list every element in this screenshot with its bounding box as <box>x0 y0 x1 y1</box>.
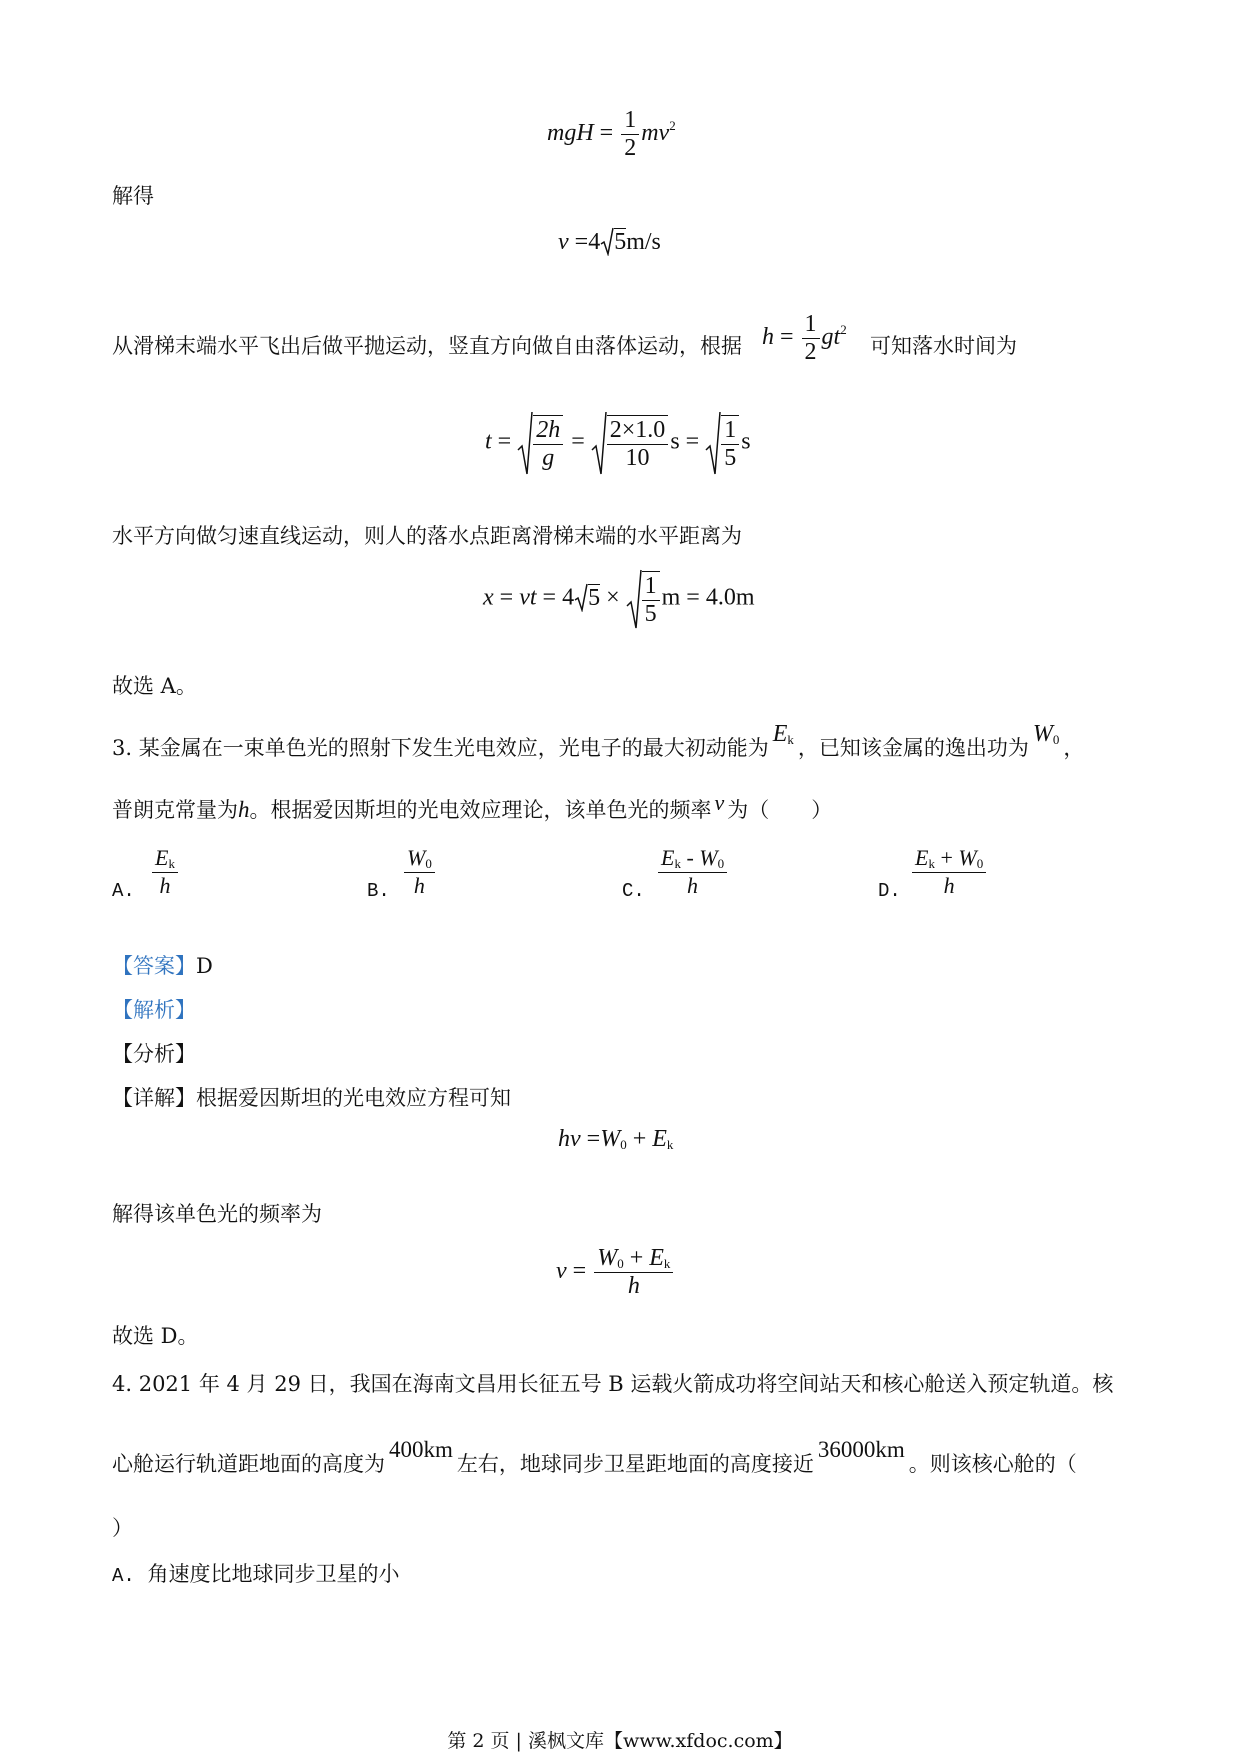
q3-option-d-label: D. <box>878 880 901 902</box>
equation-energy <box>547 108 676 161</box>
q3-line1-mid: ，已知该金属的逸出功为 <box>797 736 1029 760</box>
text-pingpao-after: 可知落水时间为 <box>870 334 1017 358</box>
q3-w0-sub: 0 <box>1052 732 1060 747</box>
eq-hv-plus: + <box>632 1126 647 1152</box>
text-guxuan-d: 故选 D。 <box>112 1324 199 1348</box>
q3-option-d-den: h <box>943 872 955 898</box>
eq-t-frac1 <box>533 415 563 471</box>
eq-t-unit2: s <box>741 428 751 455</box>
fenxi-label: 【分析】 <box>112 1042 196 1066</box>
eq-hv-lhs: hν <box>558 1126 581 1152</box>
q3-option-b-num <box>404 846 435 873</box>
q3-option-d-frac <box>912 846 986 897</box>
page-footer: 第 2 页 | 溪枫文库【www.xfdoc.com】 <box>447 1730 793 1752</box>
q3-option-c-num-sub2: 0 <box>717 856 725 871</box>
eq-x-coef: 4 <box>562 584 575 611</box>
eq-v-radicand: 5 <box>614 229 627 255</box>
sqrt-symbol <box>600 226 614 256</box>
text-shuiping: 水平方向做匀速直线运动，则人的落水点距离滑梯末端的水平距离为 <box>112 524 742 548</box>
sqrt-symbol <box>626 568 642 630</box>
q3-option-a-frac <box>152 846 178 897</box>
q3-option-d[interactable] <box>910 846 988 897</box>
q4-line3: ） <box>112 1516 133 1540</box>
q3-line1-after: ， <box>1063 736 1085 760</box>
q3-option-c-num-main: E <box>661 845 675 870</box>
eq-x-eq2: = <box>542 584 557 611</box>
answer-label: 【答案】 <box>112 954 196 978</box>
q3-option-a-num <box>152 846 178 873</box>
q3-option-d-num-main2: W <box>958 845 977 870</box>
sqrt-symbol <box>517 410 533 476</box>
eq-t-lhs: t <box>485 428 492 455</box>
equation-v <box>558 226 661 256</box>
eq-nu-wsub: 0 <box>617 1256 624 1271</box>
eq-nu-den: h <box>627 1273 640 1300</box>
eq-v-lhs: v <box>558 229 569 255</box>
eq-v-coef: 4 <box>588 229 601 255</box>
eq-h-lhs: h <box>762 324 774 351</box>
eq-nu-equals: = <box>572 1258 587 1285</box>
q4-line2 <box>112 1437 1077 1478</box>
q4-line2-after: 。则该核心舱的（ <box>908 1452 1077 1476</box>
eq-energy-den: 2 <box>624 135 637 162</box>
q3-ek-main: E <box>772 721 788 747</box>
eq-energy-num: 1 <box>621 108 639 135</box>
sqrt-symbol <box>574 582 588 612</box>
equation-hv <box>558 1126 673 1153</box>
eq-x-unit: m <box>661 584 681 611</box>
eq-energy-rhs: mv <box>641 120 670 147</box>
eq-h-den: 2 <box>804 339 817 366</box>
q4-option-a-text: 角速度比地球同步卫星的小 <box>147 1562 400 1586</box>
answer-value: D <box>196 954 213 978</box>
eq-x-eq1: = <box>499 584 514 611</box>
sqrt-symbol <box>705 410 721 476</box>
q3-line2-before: 普朗克常量为 <box>112 798 238 822</box>
eq-h-fraction <box>802 312 820 365</box>
q3-option-b-den: h <box>413 872 425 898</box>
equation-nu <box>556 1246 675 1299</box>
eq-x-vt: vt <box>519 584 537 611</box>
q3-option-c[interactable] <box>656 846 729 897</box>
eq-hv-wsub: 0 <box>620 1137 627 1152</box>
eq-h-gt: gt <box>821 324 841 351</box>
eq-t-frac2 <box>607 415 669 471</box>
q3-line1 <box>112 721 1085 768</box>
q3-ek-inline <box>773 721 794 747</box>
eq-x-times: × <box>606 584 620 611</box>
text-jiede-2: 解得该单色光的频率为 <box>112 1202 322 1226</box>
q3-ek-sub: k <box>787 732 794 747</box>
q3-option-c-den: h <box>687 872 699 898</box>
q3-option-c-num-op: - <box>680 845 700 870</box>
q3-w0-main: W <box>1032 721 1053 747</box>
q3-option-c-num-sub: k <box>674 856 681 871</box>
q3-option-b-num-sub: 0 <box>425 856 432 871</box>
eq-t-f3-den: 5 <box>724 445 737 471</box>
q4-h2: 36000km <box>817 1437 905 1462</box>
eq-x-f-den: 5 <box>644 601 657 627</box>
xiangjie-text: 【详解】根据爱因斯坦的光电效应方程可知 <box>112 1086 511 1110</box>
q4-line2-before: 心舱运行轨道距地面的高度为 <box>112 1452 385 1476</box>
eq-v-unit: m/s <box>626 229 661 255</box>
eq-hv-equals: = <box>586 1126 601 1152</box>
eq-nu-fraction <box>594 1246 673 1299</box>
eq-t-eq1: = <box>497 428 512 455</box>
eq-nu-e: E <box>649 1245 664 1271</box>
q3-option-c-label: C. <box>622 880 645 902</box>
eq-t-f2-den: 10 <box>625 445 650 471</box>
eq-x-lhs: x <box>483 584 494 611</box>
answer-line <box>112 952 213 980</box>
eq-t-eq3: = <box>685 428 700 455</box>
eq-x-f-num: 1 <box>642 574 660 601</box>
q3-option-c-frac <box>658 846 727 897</box>
q3-option-a-num-sub: k <box>168 856 175 871</box>
q3-line2-nu: ν <box>714 790 725 815</box>
q3-line1-before: 3. 某金属在一束单色光的照射下发生光电效应，光电子的最大初动能为 <box>112 736 769 760</box>
eq-nu-lhs: ν <box>556 1258 567 1285</box>
eq-energy-fraction <box>621 108 639 161</box>
eq-nu-esub: k <box>663 1256 671 1271</box>
eq-t-f1-den: g <box>542 445 555 471</box>
eq-hv-esub: k <box>666 1137 674 1152</box>
eq-h-equals: = <box>780 324 794 351</box>
q3-option-d-num <box>912 846 986 873</box>
eq-energy-sup: 2 <box>669 118 676 134</box>
eq-energy-lhs: mgH <box>547 120 594 147</box>
eq-x-eq3: = <box>686 584 700 611</box>
q3-option-b-label: B. <box>367 880 390 902</box>
eq-t-f1-num: 2h <box>533 418 563 445</box>
q3-option-c-num-main2: W <box>699 845 718 870</box>
q3-option-c-num <box>658 846 727 873</box>
eq-x-radicand: 5 <box>588 584 601 611</box>
q3-option-a-den: h <box>159 872 171 898</box>
q3-line2-h: h <box>238 797 250 822</box>
text-pingpao-before: 从滑梯末端水平飞出后做平抛运动，竖直方向做自由落体运动，根据 <box>112 334 742 358</box>
eq-h-sup: 2 <box>840 322 847 338</box>
q3-w0-inline <box>1033 721 1060 747</box>
eq-t-frac3 <box>721 415 739 471</box>
eq-energy-equals: = <box>599 120 614 147</box>
q4-option-a[interactable] <box>112 1560 400 1590</box>
equation-h <box>762 312 847 365</box>
equation-x <box>483 568 755 630</box>
q3-option-b-num-main: W <box>407 845 426 870</box>
analysis-label: 【解析】 <box>112 998 196 1022</box>
equation-t <box>485 410 751 476</box>
q3-line2-mid: 。根据爱因斯坦的光电效应理论，该单色光的频率 <box>249 798 712 822</box>
eq-x-result: 4.0m <box>705 584 755 611</box>
q3-option-d-num-op: + <box>934 845 959 870</box>
eq-v-equals: = <box>574 229 589 255</box>
eq-t-eq2: = <box>571 428 585 455</box>
text-guxuan-a: 故选 A。 <box>112 674 197 698</box>
eq-hv-w: W <box>600 1126 621 1152</box>
eq-t-unit1: s <box>670 428 680 455</box>
q4-option-a-label: A. <box>112 1565 135 1587</box>
q3-option-a-label: A. <box>112 880 135 902</box>
q3-option-b[interactable] <box>402 846 437 897</box>
q3-line2-after: 为（ ） <box>727 798 833 822</box>
q3-option-d-num-sub2: 0 <box>976 856 984 871</box>
q4-line2-mid: 左右，地球同步卫星距地面的高度接近 <box>456 1452 814 1476</box>
eq-nu-num <box>594 1246 673 1273</box>
sqrt-symbol <box>591 410 607 476</box>
eq-h-num: 1 <box>802 312 820 339</box>
q3-option-a-num-main: E <box>155 845 169 870</box>
eq-t-f2-num: 2×1.0 <box>607 418 669 445</box>
eq-x-frac <box>642 571 660 627</box>
text-jiede-1: 解得 <box>112 184 154 208</box>
q4-line1: 4. 2021 年 4 月 29 日，我国在海南文昌用长征五号 B 运载火箭成功将空间站天和核心舱送入预定轨道。核 <box>112 1372 1114 1396</box>
eq-nu-w: W <box>597 1245 618 1271</box>
eq-nu-plus: + <box>629 1245 644 1271</box>
q3-option-b-frac <box>404 846 435 897</box>
q3-option-d-num-main: E <box>915 845 929 870</box>
eq-hv-e: E <box>652 1126 667 1152</box>
q3-option-d-num-sub: k <box>928 856 935 871</box>
q3-line2 <box>112 790 833 824</box>
q3-option-a[interactable] <box>150 846 180 897</box>
q4-h1: 400km <box>389 1437 453 1462</box>
eq-t-f3-num: 1 <box>721 418 739 445</box>
